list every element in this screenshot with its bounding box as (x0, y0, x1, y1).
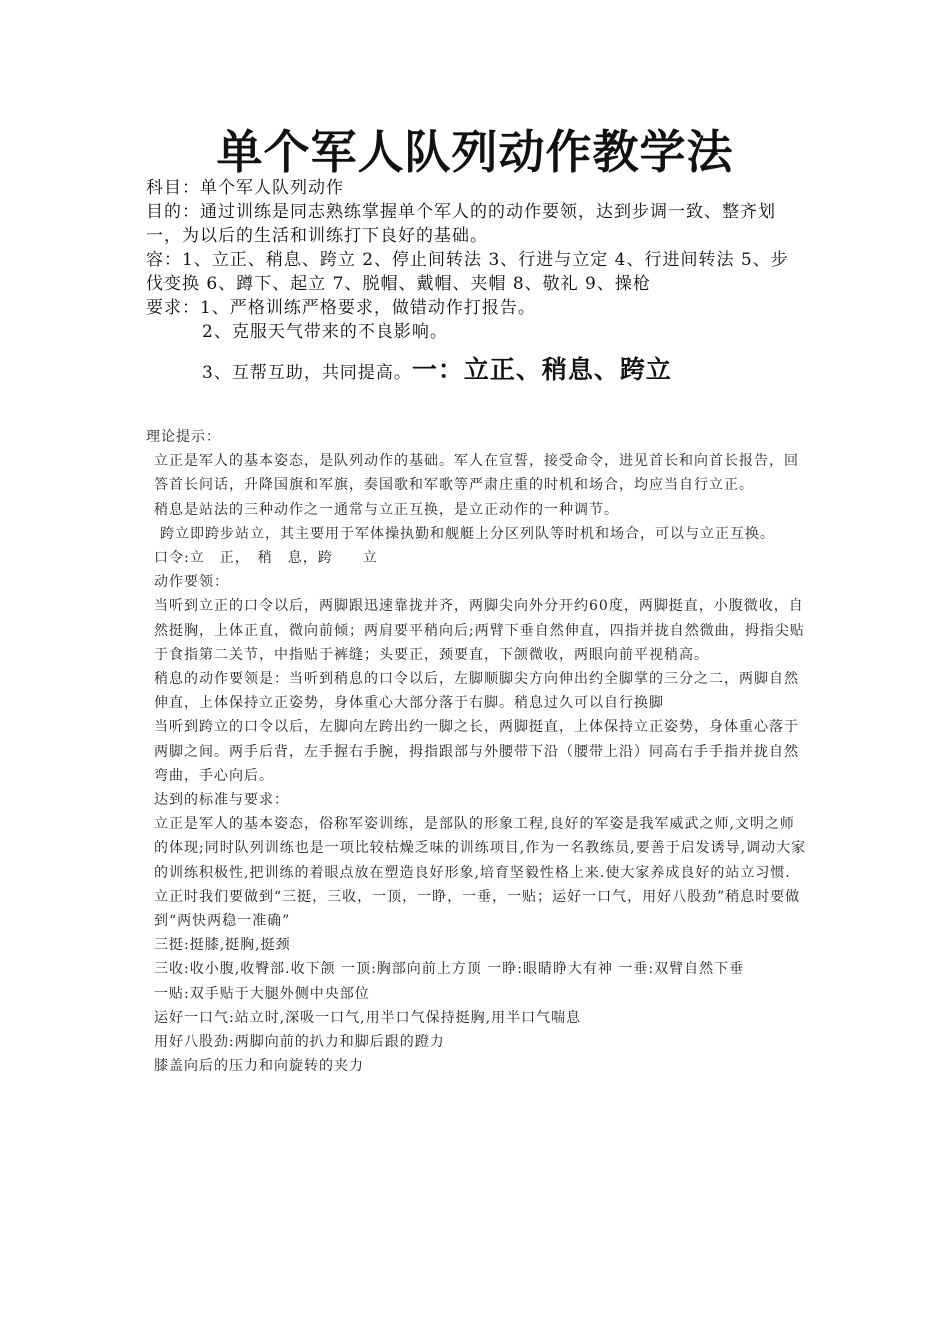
standard-paragraph: 立正是军人的基本姿态，俗称军姿训练，是部队的形象工程,良好的军姿是我军威武之师,文明之师的体现;同时队列训练也是一项比较枯燥乏味的训练项目,作为一名教练员,要善于启发诱导,调动大家的训练积极性,把训练的着眼点放在塑造良好形象,培育坚毅性格上来.使大家养成良好的站立习惯. (154, 816, 807, 881)
breath-line: 运好一口气:站立时,深吸一口气,用半口气保持挺胸,用半口气喘息 (154, 1009, 582, 1026)
requirement-2: 2、克服天气带来的不良影响。 (202, 322, 448, 342)
body-section (146, 425, 808, 1078)
requirement-3-text: 3、互帮互助，共同提高。 (202, 363, 412, 383)
at-ease-steps-paragraph: 稍息的动作要领是：当听到稍息的口令以后，左脚顺脚尖方向伸出约全脚掌的三分之二，两脚自然伸直，上体保持立正姿势，身体重心大部分落于右脚。稍息过久可以自行换脚 (154, 671, 799, 712)
commands-line: 口令:立 正， 稍 息，跨 立 (154, 550, 378, 567)
purpose-paragraph: 目的：通过训练是同志熟练掌握单个军人的的动作要领，达到步调一致、整齐划一，为以后的生活和训练打下良好的基础。 (146, 202, 776, 246)
attention-steps-paragraph: 当听到立正的口令以后，两脚跟迅速靠拢并齐，两脚尖向外分开约60度，两脚挺直，小腹微收，自然挺胸，上体正直，微向前倾；两肩要平稍向后;两臂下垂自然伸直，四指并拢自然微曲，拇指尖贴于食指第二关节，中指贴于裤缝；头要正，颈要直，下颌微收，两眼向前平视稍高。 (154, 598, 805, 663)
standards-label: 达到的标准与要求： (154, 792, 289, 809)
three-straight-line: 三挺:挺膝,挺胸,挺颈 (154, 937, 291, 954)
intro-section (146, 176, 806, 389)
attention-paragraph: 立正是军人的基本姿态，是队列动作的基础。军人在宣誓，接受命令，进见首长和向首长报告，回答首长问话，升降国旗和军旗，奏国歌和军歌等严肃庄重的时机和场合，均应当自行立正。 (154, 453, 799, 494)
at-ease-paragraph: 稍息是站法的三种动作之一通常与立正互换，是立正动作的一种调节。 (154, 501, 619, 518)
document-title: 单个军人队列动作教学法 (216, 125, 734, 179)
subject-line: 科目：单个军人队列动作 (146, 178, 344, 198)
content-paragraph: 容：1、立正、稍息、跨立 2、停止间转法 3、行进与立定 4、行进间转法 5、步伐变换 6、蹲下、起立 7、脱帽、戴帽、夹帽 8、敬礼 9、操枪 (146, 250, 789, 294)
knee-force-line: 膝盖向后的压力和向旋转的夹力 (154, 1058, 364, 1075)
parade-rest-paragraph: 跨立即跨步站立，其主要用于军体操执勤和舰艇上分区列队等时机和场合，可以与立正互换。 (160, 525, 775, 542)
theory-label: 理论提示： (146, 429, 221, 445)
requirement-3 (146, 354, 806, 389)
parade-rest-steps-paragraph: 当听到跨立的口令以后，左脚向左跨出约一脚之长，两脚挺直，上体保持立正姿势，身体重心落于两脚之间。两手后背，左手握右手腕，拇指跟部与外腰带下沿（腰带上沿）同高右手手指并拢自然弯曲，手心向后。 (154, 719, 799, 784)
eight-forces-line: 用好八股劲:两脚向前的扒力和脚后跟的蹬力 (154, 1034, 445, 1051)
section-heading: 一：立正、稍息、跨立 (411, 355, 672, 384)
essentials-label: 动作要领： (154, 574, 229, 591)
requirements-paragraph: 立正时我们要做到“三挺，三收，一顶，一睁，一垂，一贴；运好一口气，用好八股劲”稍息时要做到“两快两稳一准确” (154, 888, 801, 930)
requirement-1: 要求：1、严格训练严格要求，做错动作打报告。 (146, 298, 536, 318)
one-paste-line: 一贴:双手贴于大腿外侧中央部位 (154, 985, 370, 1002)
three-tuck-line: 三收:收小腹,收臀部.收下颌 一顶:胸部向前上方顶 一睁:眼睛睁大有神 一垂:双臂自然下垂 (154, 961, 745, 978)
